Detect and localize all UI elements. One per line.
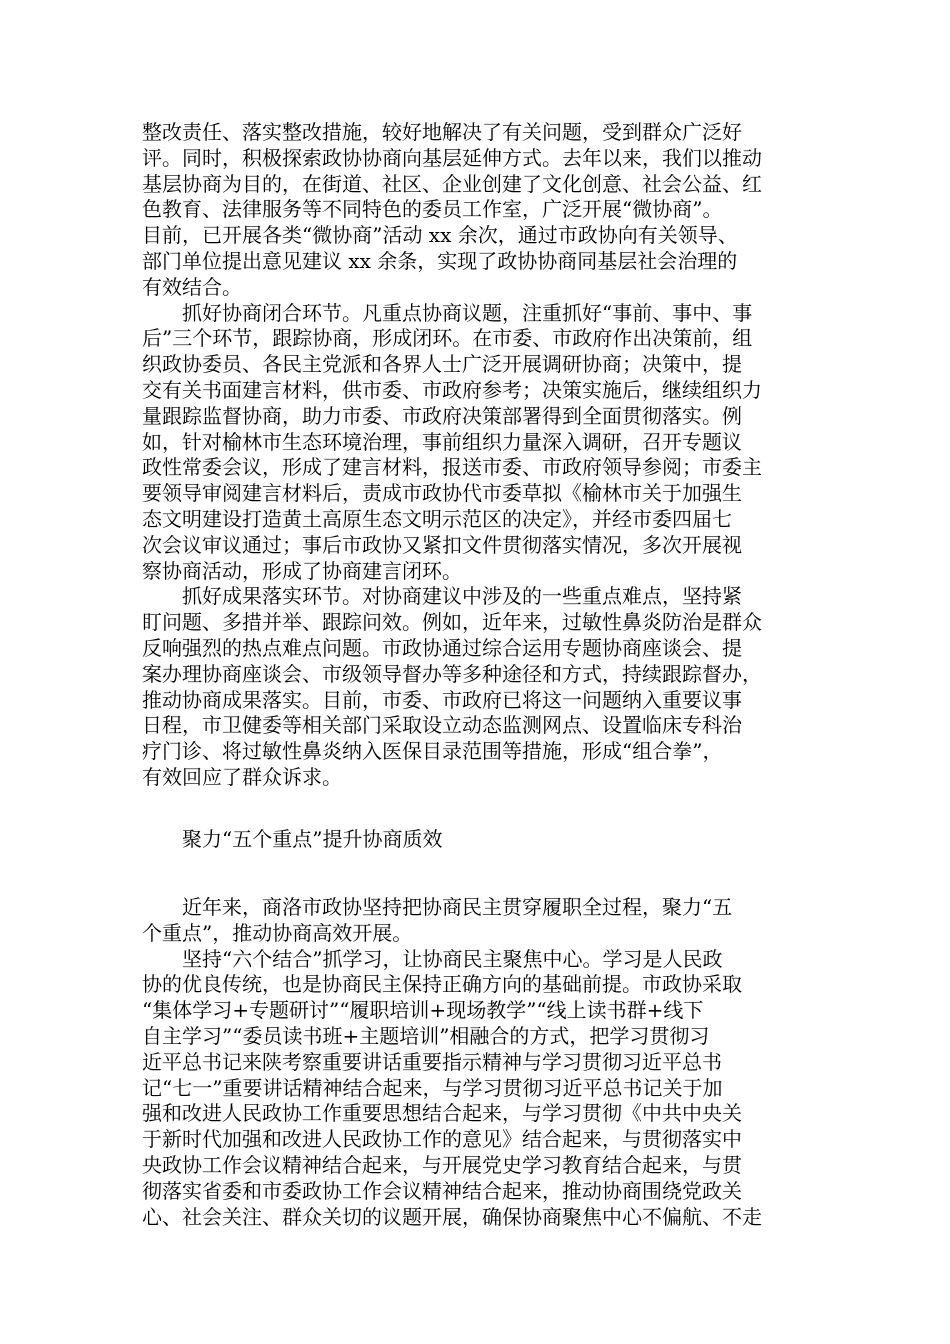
text-line: 彻落实省委和市委政协工作会议精神结合起来，推动协商围绕党政关 — [142, 1178, 742, 1203]
paragraph-start-line: 坚持“六个结合”抓学习，让协商民主聚焦中心。学习是人民政 — [182, 946, 723, 971]
text-line: 近平总书记来陕考察重要讲话重要指示精神与学习贯彻习近平总书 — [142, 1049, 722, 1074]
text-line: 反响强烈的热点难点问题。市政协通过综合运用专题协商座谈会、提 — [142, 635, 742, 660]
text-line: 有效回应了群众诉求。 — [142, 764, 342, 789]
text-line: 量跟踪监督协商，助力市委、市政府决策部署得到全面贯彻落实。例 — [142, 403, 742, 428]
paragraph-start-line: 抓好协商闭合环节。凡重点协商议题，注重抓好“事前、事中、事 — [182, 300, 753, 325]
text-line: 日程，市卫健委等相关部门采取设立动态监测网点、设置临床专科治 — [142, 713, 742, 738]
paragraph-start-line: 抓好成果落实环节。对协商建议中涉及的一些重点难点，坚持紧 — [182, 584, 742, 609]
text-line: 个重点”，推动协商高效开展。 — [142, 920, 413, 945]
text-line: 次会议审议通过；事后市政协又紧扣文件贯彻落实情况，多次开展视 — [142, 532, 742, 557]
text-line: 央政协工作会议精神结合起来，与开展党史学习教育结合起来，与贯 — [142, 1152, 742, 1177]
text-line: 强和改进人民政协工作重要思想结合起来，与学习贯彻《中共中央关 — [142, 1101, 742, 1126]
text-line: 交有关书面建言材料，供市委、市政府参考；决策实施后，继续组织力 — [142, 377, 762, 402]
text-line: 政性常委会议，形成了建言材料，报送市委、市政府领导参阅；市委主 — [142, 455, 762, 480]
text-line: 盯问题、多措并举、跟踪问效。例如，近年来，过敏性鼻炎防治是群众 — [142, 610, 762, 635]
text-line: 要领导审阅建言材料后，责成市政协代市委草拟《榆林市关于加强生 — [142, 481, 742, 506]
text-line: 案办理协商座谈会、市级领导督办等多种途径和方式，持续跟踪督办， — [142, 661, 762, 686]
text-line: 后”三个环节，跟踪协商，形成闭环。在市委、市政府作出决策前，组 — [142, 326, 753, 351]
text-line: 有效结合。 — [142, 274, 242, 299]
text-line: 部门单位提出意见建议 xx 余条，实现了政协协商同基层社会治理的 — [142, 248, 738, 273]
text-line: 态文明建设打造黄土高原生态文明示范区的决定》，并经市委四届七 — [142, 506, 732, 531]
text-line: 整改责任、落实整改措施，较好地解决了有关问题，受到群众广泛好 — [142, 120, 742, 144]
text-line: 评。同时，积极探索政协协商向基层延伸方式。去年以来，我们以推动 — [142, 145, 762, 170]
text-line: 自主学习”“委员读书班+主题培训”相融合的方式，把学习贯彻习 — [142, 1023, 710, 1048]
section-1-text — [142, 120, 838, 791]
text-line: 基层协商为目的，在街道、社区、企业创建了文化创意、社会公益、红 — [142, 171, 762, 196]
text-line: 如，针对榆林市生态环境治理，事前组织力量深入调研，召开专题议 — [142, 429, 742, 454]
text-line: “集体学习+专题研讨”“履职培训+现场教学”“线上读书群+线下 — [142, 998, 704, 1023]
text-line: 目前，已开展各类“微协商”活动 xx 余次，通过市政协向有关领导、 — [142, 223, 738, 248]
section-2-text — [142, 895, 838, 1230]
section-heading: 聚力“五个重点”提升协商质效 — [182, 827, 443, 851]
text-line: 察协商活动，形成了协商建言闭环。 — [142, 558, 462, 583]
text-line: 推动协商成果落实。目前，市委、市政府已将这一问题纳入重要议事 — [142, 687, 742, 712]
paragraph-start-line: 近年来，商洛市政协坚持把协商民主贯穿履职全过程，聚力“五 — [182, 895, 733, 919]
text-line: 于新时代加强和改进人民政协工作的意见》结合起来，与贯彻落实中 — [142, 1127, 742, 1152]
text-line: 织政协委员、各民主党派和各界人士广泛开展调研协商；决策中，提 — [142, 352, 742, 377]
text-line: 记“七一”重要讲话精神结合起来，与学习贯彻习近平总书记关于加 — [142, 1075, 723, 1100]
text-line: 色教育、法律服务等不同特色的委员工作室，广泛开展“微协商”。 — [142, 197, 723, 222]
text-line: 心、社会关注、群众关切的议题开展，确保协商聚焦中心不偏航、不走 — [142, 1204, 762, 1229]
text-line: 疗门诊、将过敏性鼻炎纳入医保目录范围等措施，形成“组合拳”， — [142, 739, 723, 764]
text-line: 协的优良传统，也是协商民主保持正确方向的基础前提。市政协采取 — [142, 972, 742, 997]
